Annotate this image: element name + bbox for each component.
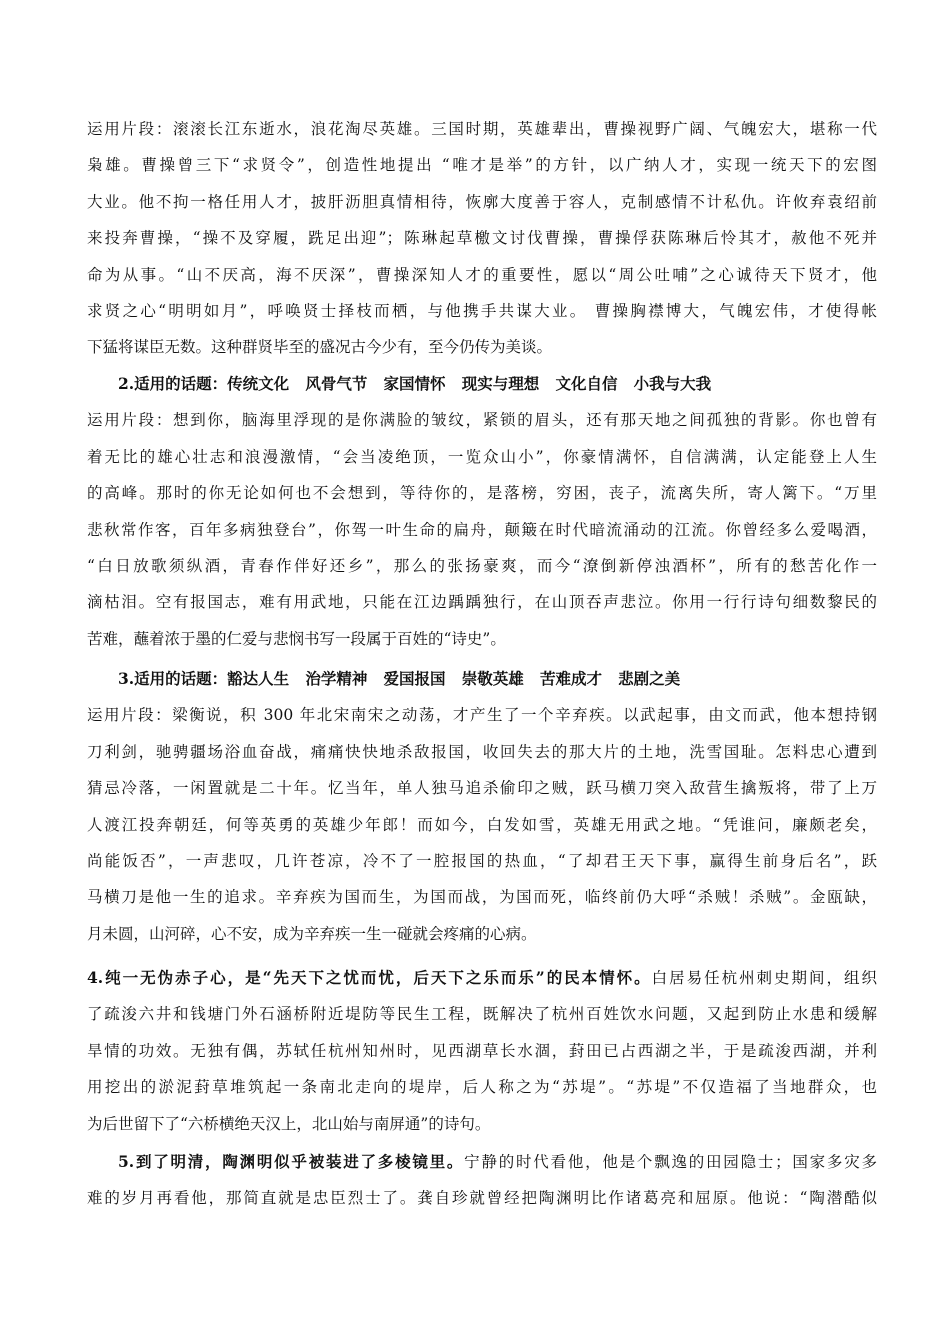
text-line: 用挖出的淤泥葑草堆筑起一条南北走向的堤岸，后人称之为“苏堤”。“苏堤”不仅造福了当地群众，也 (87, 1078, 877, 1097)
text-line: 猜忌冷落，一闲置就是二十年。忆当年，单人独马追杀偷印之贼，跃马横刀突入敌营生擒叛将，带了上万 (87, 779, 877, 798)
text-line: 着无比的雄心壮志和浪漫激情，“会当凌绝顶，一览众山小”，你豪情满怀，自信满满，认定能登上人生 (87, 447, 877, 466)
text-line: 枭雄。曹操曾三下“求贤令”，创造性地提出 “唯才是举”的方针，以广纳人才，实现一统天下的宏图 (87, 156, 877, 175)
text-line: 旱情的功效。无独有偶，苏轼任杭州知州时，见西湖草长水涸，葑田已占西湖之半，于是疏浚西湖，并利 (87, 1041, 877, 1060)
text-line: 尚能饭否”，一声悲叹，几许苍凉，冷不了一腔报国的热血，“了却君王天下事，赢得生前身后名”，跃 (87, 851, 877, 870)
text-line: 刀利剑，驰骋疆场浴血奋战，痛痛快快地杀敌报国，收回失去的那大片的土地，洗雪国耻。怎料忠心遭到 (87, 742, 877, 761)
text-line: 为后世留下了“六桥横绝天汉上，北山始与南屏通”的诗句。 (87, 1114, 491, 1133)
text-line: 了疏浚六井和钱塘门外石涵桥附近堤防等民生工程，既解决了杭州百姓饮水问题，又起到防止水患和缓解 (87, 1005, 877, 1024)
text-line: 运用片段：梁衡说，积 300 年北宋南宋之动荡，才产生了一个辛弃疾。以武起事，由文而武，他本想持钢 (87, 706, 877, 725)
text-line: 命为从事。“山不厌高，海不厌深”，曹操深知人才的重要性，愿以“周公吐哺”之心诚待天下贤才，他 (87, 265, 877, 284)
section-5 (87, 1144, 877, 1217)
text-line: 悲秋常作客，百年多病独登台”，你驾一叶生命的扁舟，颠簸在时代暗流涌动的江流。你曾经多么爱喝酒， (87, 520, 877, 539)
section-heading: 2.适用的话题：传统文化 风骨气节 家国情怀 现实与理想 文化自信 小我与大我 (118, 374, 712, 393)
lead-text: 白居易任杭州刺史期间，组织 (651, 969, 877, 987)
section-heading: 3.适用的话题：豁达人生 治学精神 爱国报国 崇敬英雄 苦难成才 悲剧之美 (118, 669, 681, 688)
text-line: 滴枯泪。空有报国志，难有用武地，只能在江边踽踽独行，在山顶吞声悲泣。你用一行行诗句细数黎民的 (87, 593, 877, 612)
paragraph-caocao (87, 111, 877, 366)
section-2 (87, 366, 877, 657)
text-line: 来投奔曹操，“操不及穿履，跣足出迎”；陈琳起草檄文讨伐曹操，曹操俘获陈琳后怜其才，赦他不死并 (87, 229, 877, 248)
lead-line (87, 960, 877, 996)
text-line: 月未圆，山河碎，心不安，成为辛弃疾一生一碰就会疼痛的心病。 (87, 924, 537, 943)
lead-text: 宁静的时代看他，他是个飘逸的田园隐士；国家多灾多 (464, 1153, 877, 1171)
text-line: 马横刀是他一生的追求。辛弃疾为国而生，为国而战，为国而死，临终前仍大呼“杀贼！杀贼”。金瓯缺， (87, 888, 877, 907)
text-line: “白日放歌须纵酒，青春作伴好还乡”，那么的张扬豪爽，而今“潦倒新停浊酒杯”，所有的愁苦化作一 (87, 556, 877, 575)
text-line: 难的岁月再看他，那简直就是忠臣烈士了。龚自珍就曾经把陶渊明比作诸葛亮和屈原。他说：“陶潜酷似 (87, 1189, 877, 1208)
lead-line (87, 1144, 877, 1180)
section-3 (87, 661, 877, 952)
text-line: 的高峰。那时的你无论如何也不会想到，等待你的，是落榜，穷困，丧子，流离失所，寄人篱下。“万里 (87, 484, 877, 503)
text-line: 下猛将谋臣无数。这种群贤毕至的盛况古今少有，至今仍传为美谈。 (87, 338, 553, 357)
lead-bold-text: 5.到了明清，陶渊明似乎被装进了多棱镜里。 (118, 1152, 465, 1171)
text-line: 苦难，蘸着浓于墨的仁爱与悲悯书写一段属于百姓的“诗史”。 (87, 629, 506, 648)
text-line: 人渡江投奔朝廷，何等英勇的英雄少年郎！而如今，白发如雪，英雄无用武之地。“凭谁问，廉颇老矣， (87, 815, 877, 834)
lead-bold-text: 4.纯一无伪赤子心，是“先天下之忧而忧，后天下之乐而乐”的民本情怀。 (87, 968, 652, 987)
text-line: 求贤之心“明明如月”，呼唤贤士择枝而栖，与他携手共谋大业。 曹操胸襟博大，气魄宏伟，才使得帐 (87, 301, 877, 320)
text-line: 大业。他不拘一格任用人才，披肝沥胆真情相待，恢廓大度善于容人，克制感情不计私仇。许攸弃袁绍前 (87, 192, 877, 211)
text-line: 运用片段：想到你，脑海里浮现的是你满脸的皱纹，紧锁的眉头，还有那天地之间孤独的背影。你也曾有 (87, 411, 877, 430)
text-line: 运用片段：滚滚长江东逝水，浪花淘尽英雄。三国时期，英雄辈出，曹操视野广阔、气魄宏大，堪称一代 (87, 120, 877, 138)
section-4 (87, 960, 877, 1142)
